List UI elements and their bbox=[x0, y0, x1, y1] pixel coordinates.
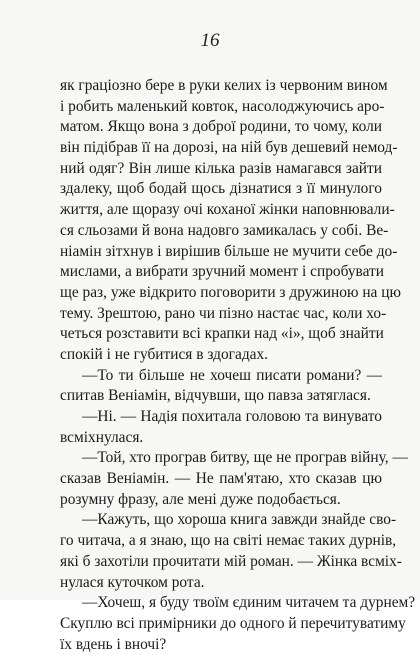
text-line: четься розставити всі крапки над «і», щоб знайти bbox=[60, 325, 384, 343]
text-line: —То ти більше не хочеш писати романи? — bbox=[82, 366, 382, 384]
text-line: ся сльозами й вона надовго замикалась у собі. Ве- bbox=[60, 221, 389, 239]
text-line: —Кажуть, що хороша книга завжди знайде сво- bbox=[82, 511, 397, 529]
text-line: їх вдень і вночі? bbox=[60, 635, 167, 653]
text-line: як граціозно бере в руки келих із червоним вином bbox=[60, 77, 388, 94]
text-line: Скуплю всі примірники до одного й перечитуватиму bbox=[60, 614, 406, 632]
text-line: спитав Веніамін, відчувши, що павза затяглася. bbox=[60, 387, 371, 405]
text-line: здалеку, щоб бодай щось дізнатися з її минулого bbox=[60, 180, 382, 198]
text-line: нулася куточком рота. bbox=[60, 573, 205, 591]
text-line: —Той, хто програв битву, ще не програв війну, — bbox=[82, 449, 408, 467]
text-line: спокій і не губитися в здогадах. bbox=[60, 345, 269, 363]
body-text bbox=[60, 76, 416, 655]
text-line: які б захотіли прочитати мій роман. — Жінка всміх- bbox=[60, 552, 402, 570]
text-line: і робить маленький ковток, насолоджуючись аро- bbox=[60, 97, 385, 115]
text-line: сказав Веніамін. — Не пам'ятаю, хто сказав цю bbox=[60, 470, 382, 488]
text-line: ний одяг? Він лише кілька разів намагався зайти bbox=[60, 159, 382, 177]
text-line: го читача, а я знаю, що на світі немає таких дурнів, bbox=[60, 532, 397, 550]
text-line: розумну фразу, але мені дуже подобається. bbox=[60, 490, 341, 508]
text-line: ще раз, уже відкрито поговорити з дружиною на цю bbox=[60, 283, 401, 301]
text-line: —Ні. — Надія похитала головою та винувато bbox=[82, 408, 382, 425]
text-line: мислами, а вибрати зручний момент і спробувати bbox=[60, 263, 385, 281]
page-number: 16 bbox=[200, 30, 220, 51]
text-line: він підібрав її на дорозі, на ній був дешевий немод- bbox=[60, 139, 398, 157]
text-line: тему. Зрештою, рано чи пізно настає час, коли хо- bbox=[60, 304, 387, 322]
text-line: ніамін зітхнув і вирішив більше не мучити себе до- bbox=[60, 242, 398, 260]
text-line: матом. Якщо вона з доброї родини, то чому, коли bbox=[60, 118, 382, 136]
text-line: життя, але щоразу очі коханої жінки наповнювали- bbox=[60, 201, 395, 219]
text-line: всміхнулася. bbox=[60, 428, 144, 446]
text-line: —Хочеш, я буду твоїм єдиним читачем та дурнем? bbox=[82, 594, 416, 612]
